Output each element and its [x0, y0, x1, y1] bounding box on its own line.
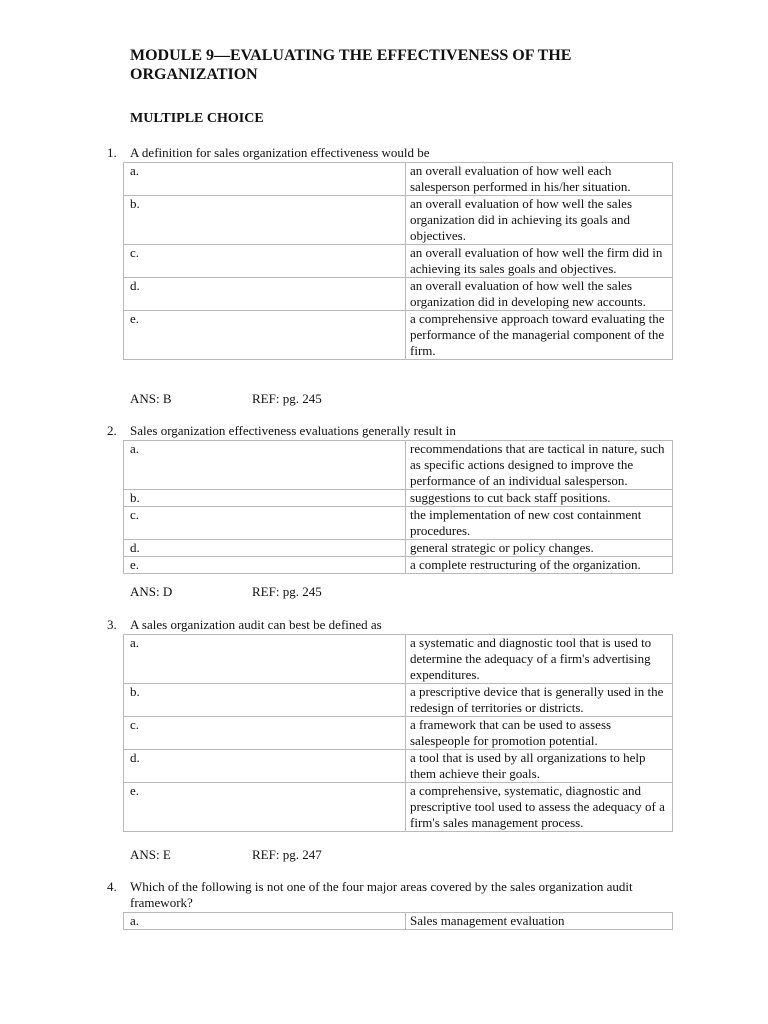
option-row	[124, 684, 673, 717]
question-stem: Sales organization effectiveness evaluations generally result in	[130, 423, 456, 438]
option-row	[124, 913, 673, 930]
option-letter: a.	[124, 441, 406, 490]
options-table	[123, 440, 673, 574]
question-number: 4.	[107, 879, 117, 894]
question-stem: Which of the following is not one of the four major areas covered by the sales organization audit framework?	[130, 879, 633, 910]
option-letter: d.	[124, 278, 406, 311]
option-text: a comprehensive, systematic, diagnostic and prescriptive tool used to assess the adequacy of a firm's sales management process.	[406, 783, 673, 832]
question-number: 2.	[107, 423, 117, 438]
option-letter: b.	[124, 196, 406, 245]
option-row	[124, 635, 673, 684]
question-number: 1.	[107, 145, 117, 160]
option-text: an overall evaluation of how well the sales organization did in achieving its goals and objectives.	[406, 196, 673, 245]
option-row	[124, 490, 673, 507]
reference: REF: pg. 245	[252, 391, 322, 406]
option-text: suggestions to cut back staff positions.	[406, 490, 673, 507]
question-stem: A sales organization audit can best be defined as	[130, 617, 382, 632]
answer: ANS: B	[130, 391, 172, 406]
option-text: a comprehensive approach toward evaluating the performance of the managerial component of the firm.	[406, 311, 673, 360]
option-text: a prescriptive device that is generally used in the redesign of territories or districts.	[406, 684, 673, 717]
option-letter: e.	[124, 311, 406, 360]
reference: REF: pg. 245	[252, 584, 322, 599]
option-letter: e.	[124, 557, 406, 574]
option-text: recommendations that are tactical in nature, such as specific actions designed to improve the performance of an individual salesperson.	[406, 441, 673, 490]
options-table	[123, 634, 673, 832]
option-text: an overall evaluation of how well the firm did in achieving its sales goals and objectives.	[406, 245, 673, 278]
option-row	[124, 245, 673, 278]
option-letter: b.	[124, 490, 406, 507]
option-letter: c.	[124, 245, 406, 278]
option-row	[124, 311, 673, 360]
question-number: 3.	[107, 617, 117, 632]
answer: ANS: E	[130, 847, 171, 862]
option-text: an overall evaluation of how well each salesperson performed in his/her situation.	[406, 163, 673, 196]
option-letter: d.	[124, 750, 406, 783]
option-row	[124, 196, 673, 245]
page-title: MODULE 9—EVALUATING THE EFFECTIVENESS OF THE ORGANIZATION	[130, 47, 572, 83]
option-letter: e.	[124, 783, 406, 832]
question-stem: A definition for sales organization effectiveness would be	[130, 145, 430, 160]
option-text: a framework that can be used to assess salespeople for promotion potential.	[406, 717, 673, 750]
options-table	[123, 912, 673, 930]
option-text: Sales management evaluation	[406, 913, 673, 930]
option-letter: d.	[124, 540, 406, 557]
option-text: a tool that is used by all organizations to help them achieve their goals.	[406, 750, 673, 783]
option-letter: a.	[124, 163, 406, 196]
option-text: a systematic and diagnostic tool that is used to determine the adequacy of a firm's advertising expenditures.	[406, 635, 673, 684]
option-row	[124, 540, 673, 557]
option-letter: c.	[124, 717, 406, 750]
option-text: an overall evaluation of how well the sales organization did in developing new accounts.	[406, 278, 673, 311]
option-row	[124, 783, 673, 832]
option-text: general strategic or policy changes.	[406, 540, 673, 557]
option-text: a complete restructuring of the organization.	[406, 557, 673, 574]
option-row	[124, 557, 673, 574]
option-text: the implementation of new cost containment procedures.	[406, 507, 673, 540]
option-row	[124, 441, 673, 490]
option-letter: a.	[124, 913, 406, 930]
option-row	[124, 163, 673, 196]
option-letter: c.	[124, 507, 406, 540]
option-letter: b.	[124, 684, 406, 717]
option-row	[124, 750, 673, 783]
section-heading: MULTIPLE CHOICE	[130, 111, 264, 126]
option-row	[124, 507, 673, 540]
answer: ANS: D	[130, 584, 173, 599]
option-row	[124, 717, 673, 750]
option-row	[124, 278, 673, 311]
options-table	[123, 162, 673, 360]
reference: REF: pg. 247	[252, 847, 322, 862]
option-letter: a.	[124, 635, 406, 684]
